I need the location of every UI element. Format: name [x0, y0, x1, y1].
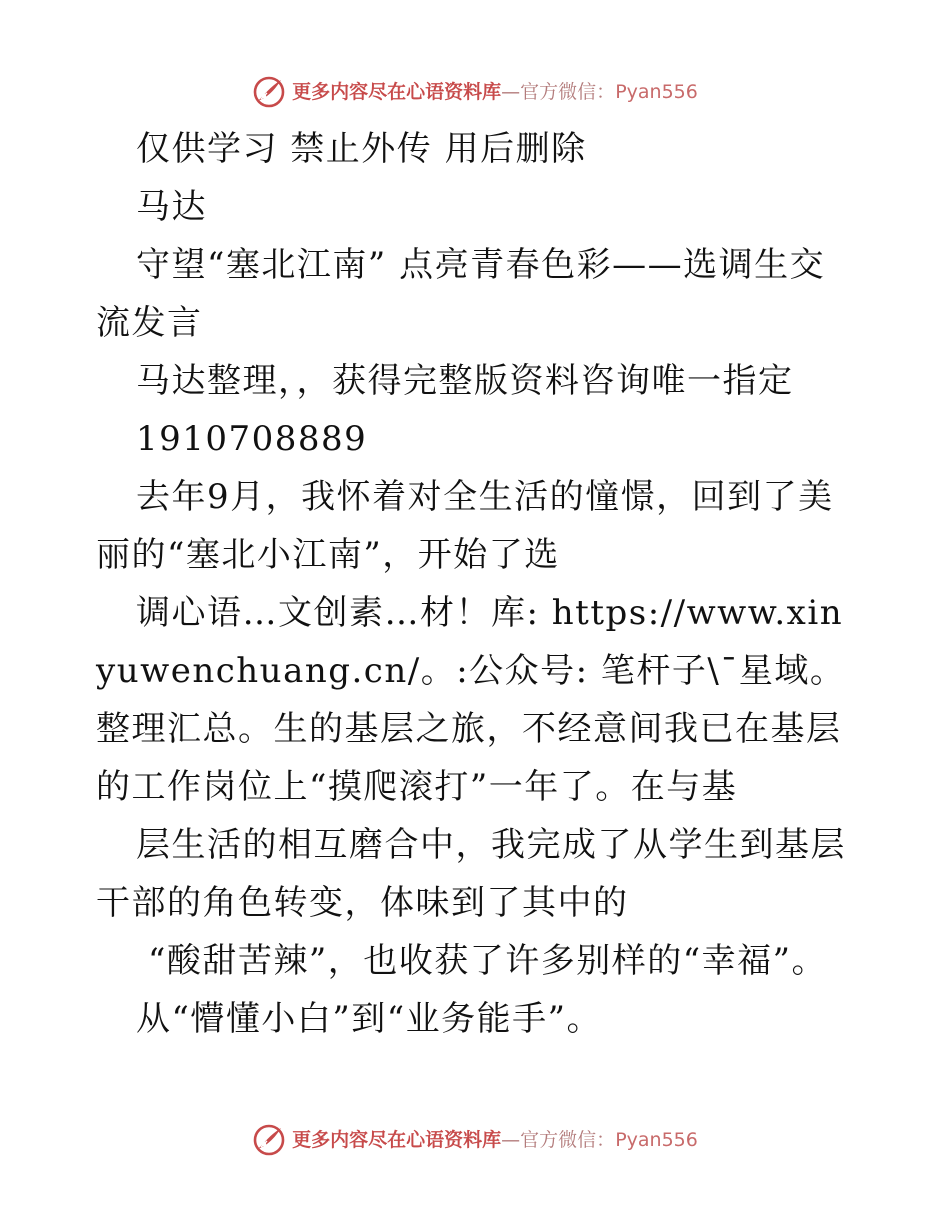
- header-banner: [0, 72, 950, 112]
- footer-banner-text: [292, 1128, 698, 1151]
- header-banner-text: [292, 80, 698, 103]
- footer-banner: [0, 1120, 950, 1160]
- header-banner-account: Pyan556: [615, 80, 698, 103]
- body-paragraph: 去年9月，我怀着对全生活的憧憬，回到了美丽的“塞北小江南”，开始了选: [96, 477, 834, 575]
- header-banner-sub: —官方微信：: [501, 80, 616, 103]
- document-body: [96, 120, 856, 1048]
- header-banner-main: 更多内容尽在心语资料库: [292, 80, 502, 103]
- quill-pen-logo-icon: [252, 75, 286, 109]
- compiler-line: 马达整理，，获得完整版资料咨询唯一指定: [136, 361, 794, 401]
- body-paragraph: 调心语…文创素…材！库: https://www.xinyuwenchuang.cn/。:公众号: 笔杆子\¯星域。整理汇总。生的基层之旅，不经意间我已在基层的工作岗位上“摸爬滚打”一年了。在与基: [96, 593, 846, 807]
- footer-banner-account: Pyan556: [615, 1128, 698, 1151]
- body-paragraph: “酸甜苦辣”，也收获了许多别样的“幸福”。: [148, 941, 828, 981]
- body-paragraph: 层生活的相互磨合中，我完成了从学生到基层干部的角色转变，体味到了其中的: [96, 825, 846, 923]
- contact-number: 1910708889: [136, 419, 368, 459]
- quill-pen-logo-icon: [252, 1123, 286, 1157]
- section-heading: 从“懵懂小白”到“业务能手”。: [136, 999, 603, 1039]
- speech-title: 守望“塞北江南” 点亮青春色彩——选调生交流发言: [96, 245, 826, 343]
- author-line: 马达: [136, 187, 207, 227]
- footer-banner-sub: —官方微信：: [501, 1128, 616, 1151]
- footer-banner-main: 更多内容尽在心语资料库: [292, 1128, 502, 1151]
- notice-line: 仅供学习 禁止外传 用后删除: [136, 129, 587, 169]
